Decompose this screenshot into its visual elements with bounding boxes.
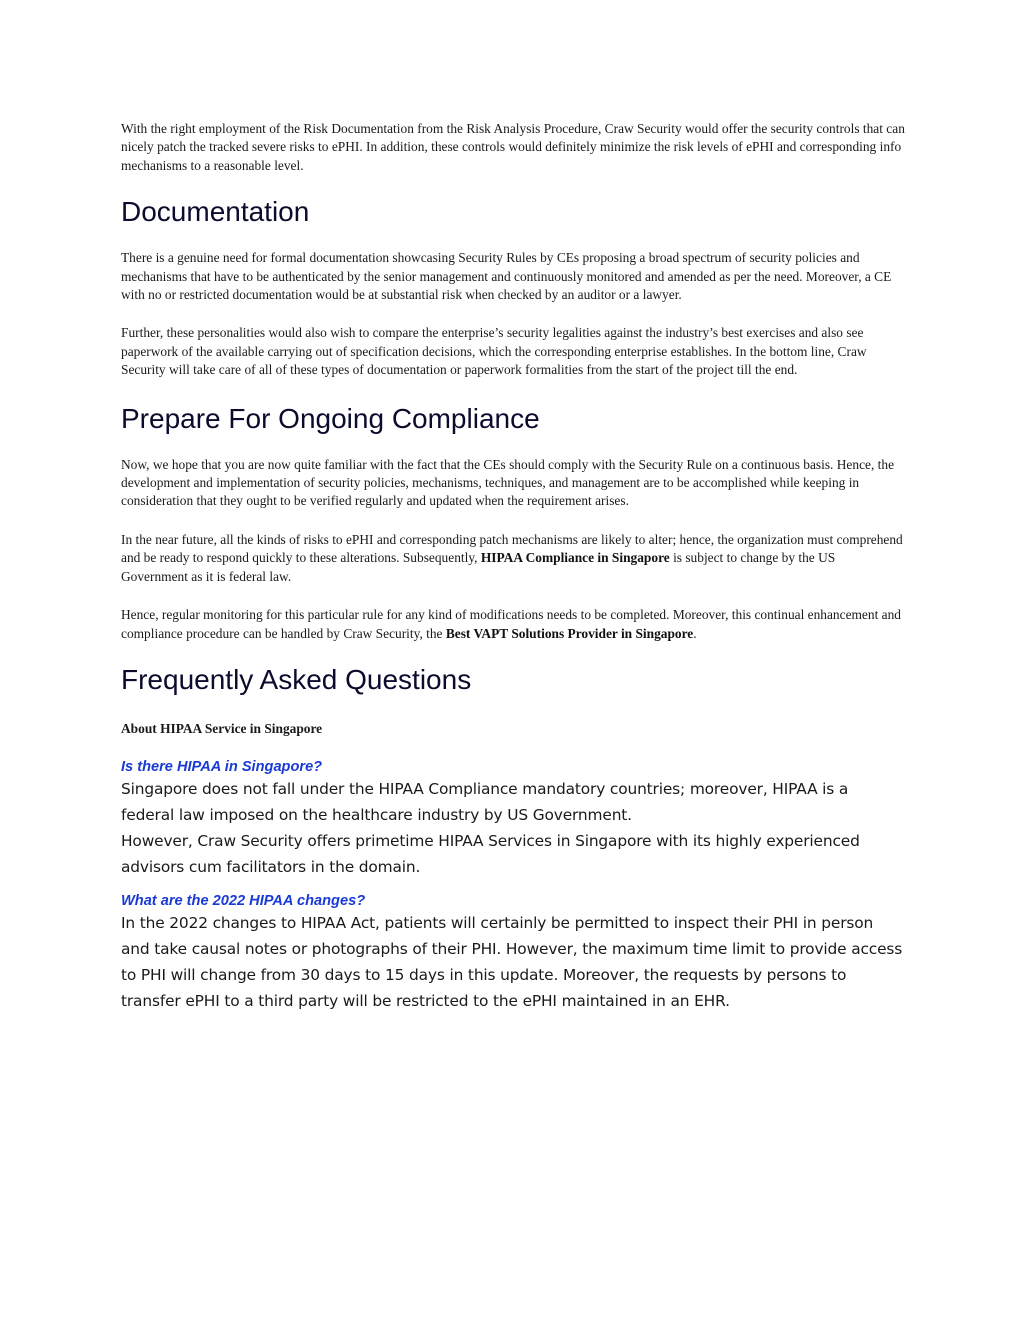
ongoing-paragraph-3 — [121, 606, 905, 643]
ongoing-p2-text-before: In the near future, all the kinds of risks to ePHI and corresponding patch mechanisms are likely to alter; hence, the organization must comprehend and be ready to respond quickly to these alterations. Subsequently, — [121, 531, 903, 566]
hipaa-compliance-singapore-link-text: HIPAA Compliance in Singapore — [480, 550, 670, 566]
ongoing-paragraph-1: Now, we hope that you are now quite familiar with the fact that the CEs should comply with the Security Rule on a continuous basis. Hence, the development and implementation of security policies, mechanisms, techniques, and management are to be accomplished while keeping in consideration that they ought to be verified regularly and updated when the requirement arises. — [121, 456, 895, 509]
ongoing-p3-text-before: Hence, regular monitoring for this particular rule for any kind of modifications needs to be completed. Moreover, this continual enhancement and compliance procedure can be handled by Craw Security, the — [121, 607, 901, 641]
faq-question-2: What are the 2022 HIPAA changes? — [121, 892, 366, 909]
best-vapt-provider-text: Best VAPT Solutions Provider in Singapore — [445, 625, 694, 641]
faq-answer-1-line-2: However, Craw Security offers primetime HIPAA Services in Singapore with its highly experienced advisors cum facilitators in the domain. — [121, 831, 860, 876]
faq-answer-2: In the 2022 changes to HIPAA Act, patients will certainly be permitted to inspect their PHI in person and take causal notes or photographs of their PHI. However, the maximum time limit to provide access to PHI will change from 30 days to 15 days in this update. Moreover, the requests by persons to transfer ePHI to a third party will be restricted to the ePHI maintained in an EHR. — [121, 913, 903, 1010]
document-body — [121, 120, 905, 1014]
section-heading-faq: Frequently Asked Questions — [121, 663, 472, 695]
ongoing-p2-text-after: is subject to change by the US Government as it is federal law. — [121, 550, 836, 584]
faq-subheading: About HIPAA Service in Singapore — [121, 720, 323, 736]
section-heading-ongoing-compliance: Prepare For Ongoing Compliance — [121, 402, 540, 434]
documentation-paragraph-2: Further, these personalities would also wish to compare the enterprise’s security legalities against the industry’s best exercises and also see paperwork of the available carrying out of specification decisions, which the corresponding enterprise establishes. In the bottom line, Craw Security will take care of all of these types of documentation or paperwork formalities from the start of the project till the end. — [121, 325, 867, 378]
intro-paragraph: With the right employment of the Risk Documentation from the Risk Analysis Procedure, Craw Security would offer the security controls that can nicely patch the tracked severe risks to ePHI. In addition, these controls would definitely minimize the risk levels of ePHI and corresponding info mechanisms to a reasonable level. — [121, 121, 905, 173]
ongoing-p3-text-after: . — [693, 625, 697, 641]
documentation-paragraph-1: There is a genuine need for formal documentation showcasing Security Rules by CEs proposing a broad spectrum of security policies and mechanisms that have to be authenticated by the senior management and continuously monitored and amended as per the need. Moreover, a CE with no or restricted documentation would be at substantial risk when checked by an auditor or a lawyer. — [121, 250, 892, 303]
section-heading-documentation: Documentation — [121, 196, 310, 228]
faq-question-1: Is there HIPAA in Singapore? — [121, 758, 323, 775]
faq-answer-1-line-1: Singapore does not fall under the HIPAA Compliance mandatory countries; moreover, HIPAA is a federal law imposed on the healthcare industry by US Government. — [121, 779, 849, 824]
ongoing-paragraph-2 — [121, 531, 905, 586]
